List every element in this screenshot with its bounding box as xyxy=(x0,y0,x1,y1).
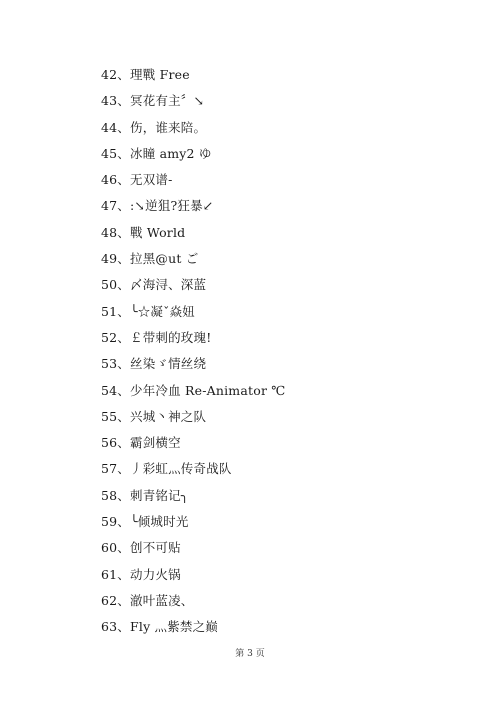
page-number: 第 3 页 xyxy=(235,649,265,659)
list-item: 51、╰☆凝ˇ焱妞 xyxy=(101,303,195,319)
list-item: 42、理戰 Free xyxy=(101,67,190,82)
list-item: 43、冥花有主〞↘ xyxy=(101,93,205,109)
list-item: 46、无双谱- xyxy=(101,172,173,188)
name-list xyxy=(101,62,285,641)
list-item: 61、动力火锅 xyxy=(101,566,181,582)
list-item: 47、:↘逆狙?狂暴↙ xyxy=(101,198,214,214)
list-item: 59、╰倾城时光 xyxy=(101,514,189,530)
list-item: 49、拉黑@ut ご xyxy=(101,251,199,267)
list-item: 60、创不可贴 xyxy=(101,540,181,556)
list-item: 56、霸剑横空 xyxy=(101,435,181,451)
list-item: 52、￡带刺的玫瑰! xyxy=(101,329,212,345)
list-item: 58、刺青铭记╮ xyxy=(101,487,189,503)
list-item: 57、丿彩虹灬传奇战队 xyxy=(101,461,232,477)
list-item: 48、戰 World xyxy=(101,224,186,240)
list-item: 55、兴城丶神之队 xyxy=(101,408,207,424)
list-item: 53、丝染ゞ情丝绕 xyxy=(101,356,207,372)
list-item: 44、伤，谁来陪。 xyxy=(101,119,207,135)
list-item: 63、Fly 灬紫禁之巅 xyxy=(101,619,219,635)
list-item: 45、冰瞳 amy2 ゆ xyxy=(101,145,212,161)
list-item: 50、〆海浔、深蓝 xyxy=(101,277,207,293)
list-item: 62、澈叶蓝凌、 xyxy=(101,592,194,608)
list-item: 54、少年冷血 Re-Animator ℃ xyxy=(101,382,286,398)
